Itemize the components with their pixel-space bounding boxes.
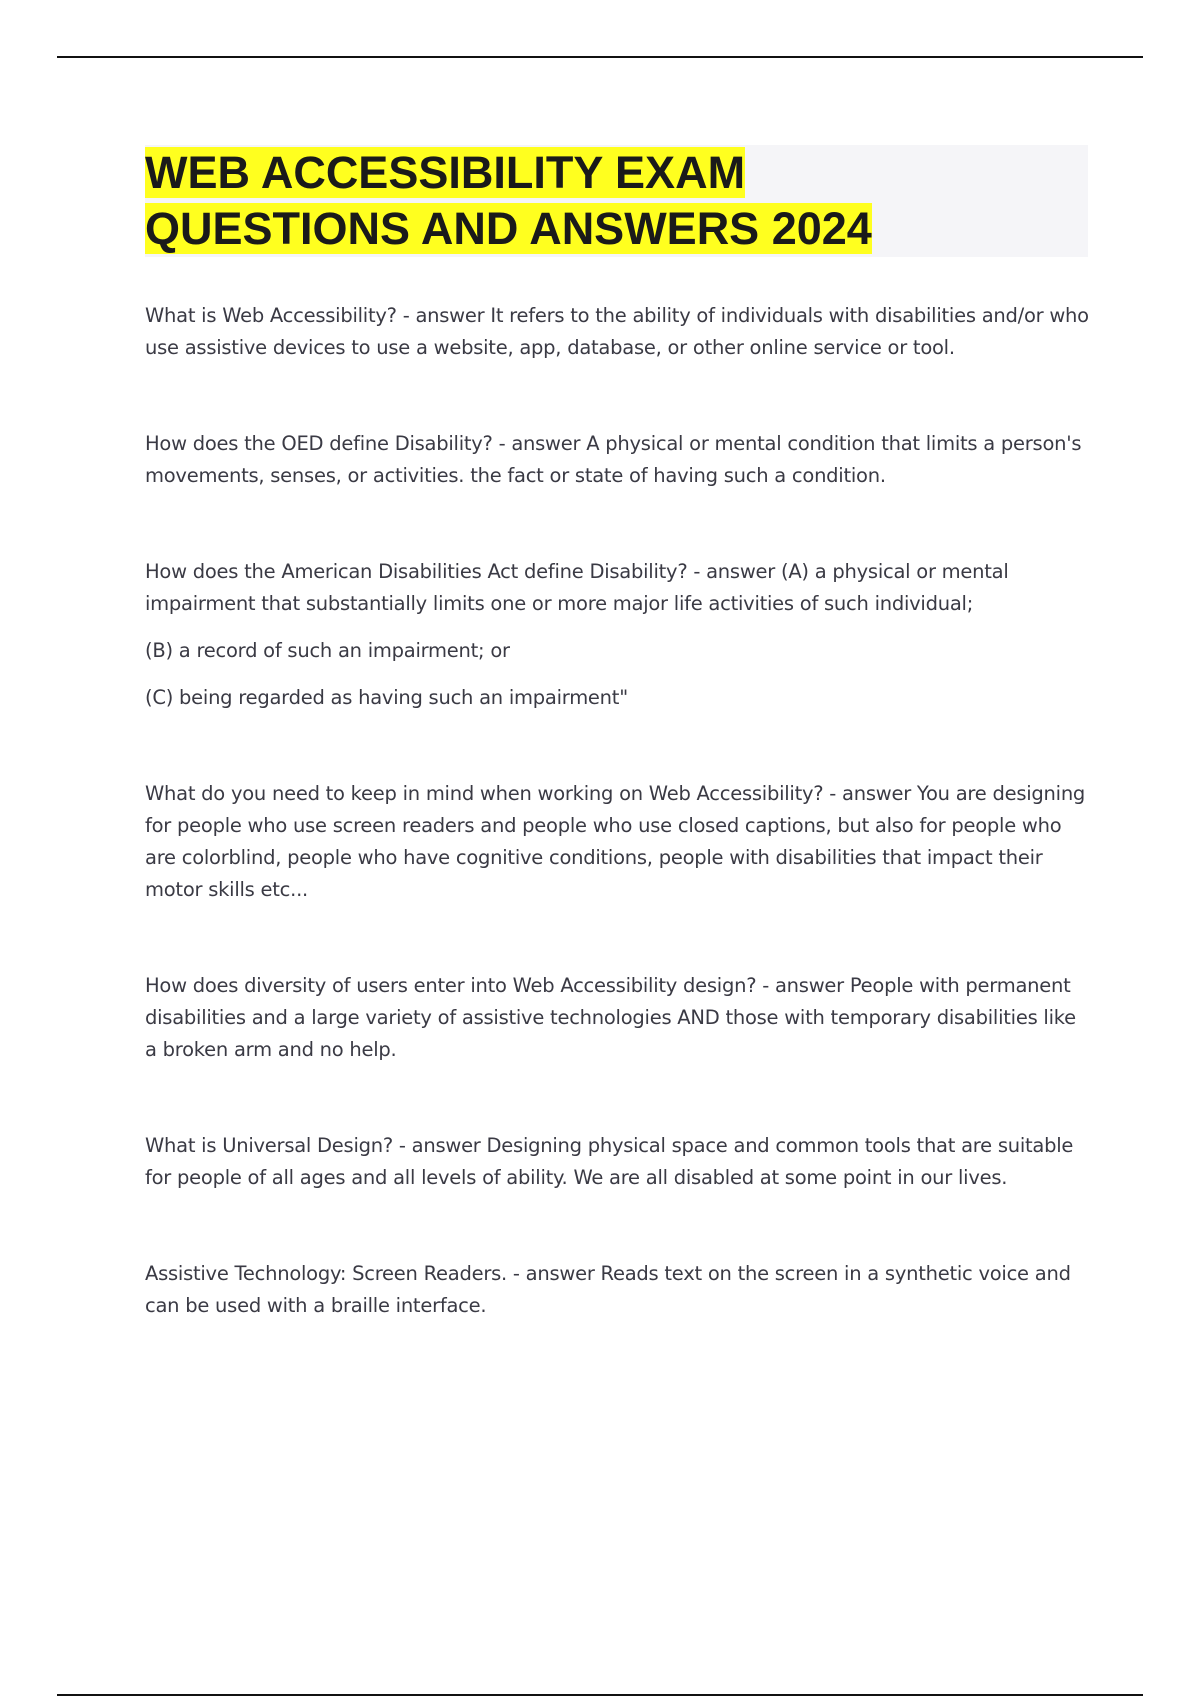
qa-item-screen-readers: Assistive Technology: Screen Readers. - answer Reads text on the screen in a synthetic voice and can be used with a braille interface. <box>145 1262 1071 1317</box>
header-rule <box>57 56 1143 58</box>
qa-item-keep-in-mind: What do you need to keep in mind when working on Web Accessibility? - answer You are designing for people who use screen readers and people who use closed captions, but also for people who are colorblind, people who have cognitive conditions, people with disabilities that impact their motor skills etc... <box>145 782 1086 901</box>
title-line-1: WEB ACCESSIBILITY EXAM <box>145 147 746 198</box>
qa-item-oed-disability: How does the OED define Disability? - answer A physical or mental condition that limits a person's movements, senses, or activities. the fact or state of having such a condition. <box>145 432 1082 487</box>
qa-item-diversity-of-users: How does diversity of users enter into Web Accessibility design? - answer People with permanent disabilities and a large variety of assistive technologies AND those with temporary disabilities like a broken arm and no help. <box>145 974 1076 1061</box>
qa-item-ada-disability: How does the American Disabilities Act define Disability? - answer (A) a physical or mental impairment that substantially limits one or more major life activities of such individual; <box>145 560 1009 615</box>
qa-item-ada-clause-b: (B) a record of such an impairment; or <box>145 639 510 662</box>
title-line-2: QUESTIONS AND ANSWERS 2024 <box>145 203 872 254</box>
qa-item-web-accessibility: What is Web Accessibility? - answer It refers to the ability of individuals with disabilities and/or who use assistive devices to use a website, app, database, or other online service or tool. <box>145 304 1089 359</box>
footer-rule <box>57 1694 1143 1696</box>
page-title <box>145 145 1088 257</box>
qa-list <box>145 300 1090 1386</box>
qa-item-universal-design: What is Universal Design? - answer Designing physical space and common tools that are suitable for people of all ages and all levels of ability. We are all disabled at some point in our lives. <box>145 1134 1074 1189</box>
qa-item-ada-clause-c: (C) being regarded as having such an impairment" <box>145 686 628 709</box>
